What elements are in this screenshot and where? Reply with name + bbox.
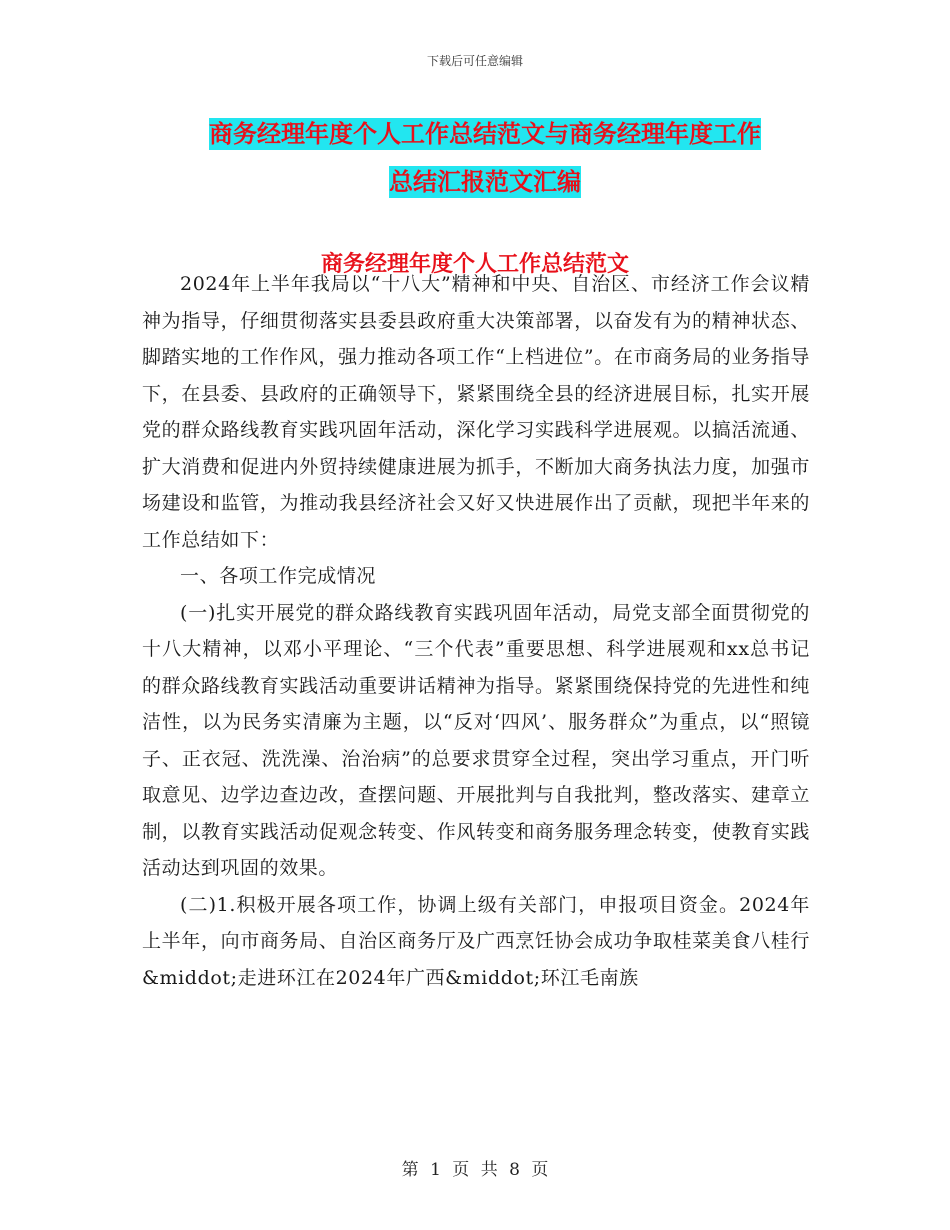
document-body — [142, 265, 810, 996]
document-title-line-2: 总结汇报范文汇编 — [389, 168, 581, 196]
page-number: 第 1 页 共 8 页 — [401, 1160, 549, 1180]
document-title-line-1: 商务经理年度个人工作总结范文与商务经理年度工作 — [209, 120, 761, 148]
paragraph-intro: 2024年上半年我局以“十八大”精神和中央、自治区、市经济工作会议精神为指导，仔细贯彻落实县委县政府重大决策部署，以奋发有为的精神状态、脚踏实地的工作作风，强力推动各项工作“上档进位”。在市商务局的业务指导下，在县委、县政府的正确领导下，紧紧围绕全县的经济进展目标，扎实开展党的群众路线教育实践巩固年活动，深化学习实践科学进展观。以搞活流通、扩大消费和促进内外贸持续健康进展为抓手，不断加大商务执法力度，加强市场建设和监管，为推动我县经济社会又好又快进展作出了贡献，现把半年来的工作总结如下： — [142, 273, 810, 551]
document-title — [140, 110, 830, 206]
paragraph-item-1: (一)扎实开展党的群众路线教育实践巩固年活动，局党支部全面贯彻党的十八大精神，以邓小平理论、“三个代表”重要思想、科学进展观和xx总书记的群众路线教育实践活动重要讲话精神为指导。紧紧围绕保持党的先进性和纯洁性，以为民务实清廉为主题，以“反对‘四风’、服务群众”为重点，以“照镜子、正衣冠、洗洗澡、治治病”的总要求贯穿全过程，突出学习重点，开门听取意见、边学边查边改，查摆问题、开展批判与自我批判，整改落实、建章立制，以教育实践活动促观念转变、作风转变和商务服务理念转变，使教育实践活动达到巩固的效果。 — [142, 601, 810, 879]
header-note: 下载后可任意编辑 — [426, 54, 523, 68]
paragraph-heading-1: 一、各项工作完成情况 — [180, 565, 377, 587]
paragraph-item-2: (二)1.积极开展各项工作，协调上级有关部门，申报项目资金。2024年上半年，向市商务局、自治区商务厅及广西烹饪协会成功争取桂菜美食八桂行&middot;走进环江在2024年广西&middot;环江毛南族 — [142, 893, 810, 989]
section-title: 商务经理年度个人工作总结范文 — [320, 252, 629, 277]
